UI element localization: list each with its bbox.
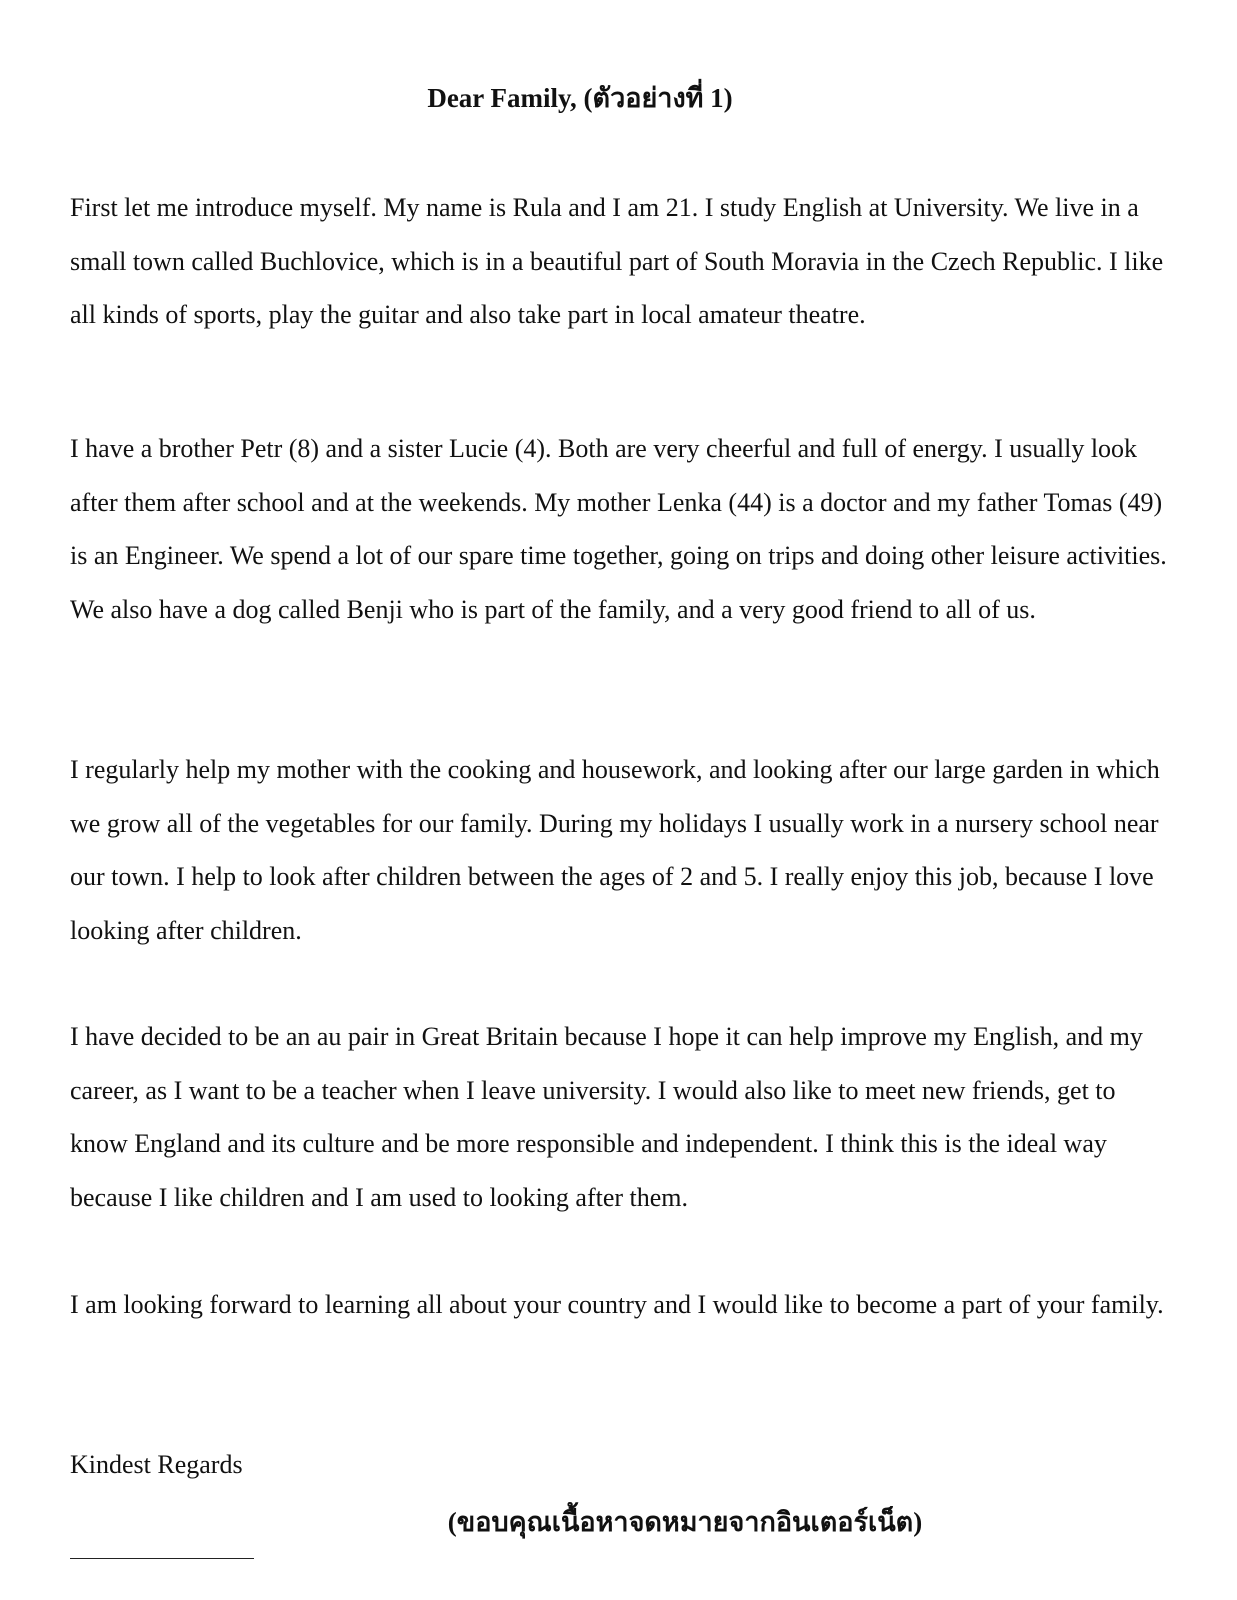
thanks-note: (ขอบคุณเนื้อหาจดหมายจากอินเตอร์เน็ต) [447, 1507, 923, 1537]
paragraph-household-work: I regularly help my mother with the cooking and housework, and looking after our large garden in which we grow all of the vegetables for our family. During my holidays I usually work in a nursery school near our town. I help to look after children between the ages of 2 and 5. I really enjoy this job, because I love looking after children. [70, 755, 1160, 945]
paragraph-looking-forward: I am looking forward to learning all about your country and I would like to become a part of your family. [70, 1290, 1164, 1319]
letter-title: Dear Family, (ตัวอย่างที่ 1) [427, 83, 733, 113]
paragraph-family: I have a brother Petr (8) and a sister Lucie (4). Both are very cheerful and full of energy. I usually look after them after school and at the weekends. My mother Lenka (44) is a doctor and my father Tomas (49) is an Engineer. We spend a lot of our spare time together, going on trips and doing other leisure activities. We also have a dog called Benji who is part of the family, and a very good friend to all of us. [70, 434, 1167, 624]
paragraph-au-pair-reason: I have decided to be an au pair in Great Britain because I hope it can help improve my English, and my career, as I want to be a teacher when I leave university. I would also like to meet new friends, get to know England and its culture and be more responsible and independent. I think this is the ideal way because I like children and I am used to looking after them. [70, 1022, 1143, 1212]
paragraph-introduction: First let me introduce myself. My name is Rula and I am 21. I study English at University. We live in a small town called Buchlovice, which is in a beautiful part of South Moravia in the Czech Republic. I like all kinds of sports, play the guitar and also take part in local amateur theatre. [70, 193, 1164, 329]
signature-line [70, 1558, 254, 1559]
closing-salutation: Kindest Regards [70, 1450, 243, 1479]
